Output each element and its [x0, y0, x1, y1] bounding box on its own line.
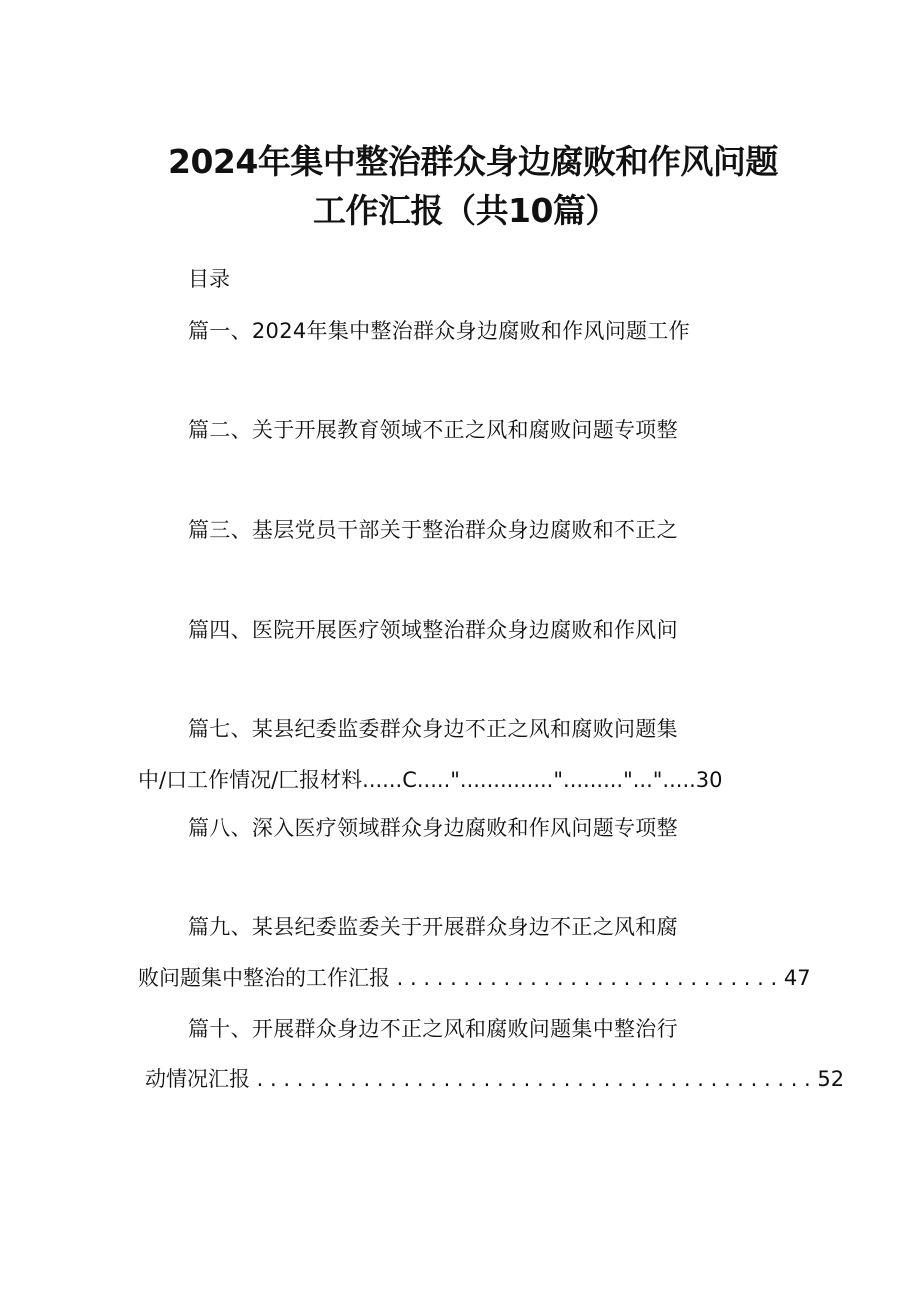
document-title-line-2: 工作汇报（共10篇）: [313, 191, 618, 230]
toc-heading: 目录: [188, 267, 230, 291]
toc-entry-4[interactable]: 篇四、医院开展医疗领域整治群众身边腐败和作风问: [188, 618, 678, 642]
toc-entry-7-continuation[interactable]: 中/口工作情况/匚报材料......C.....".............."........."...".....30: [138, 768, 723, 792]
toc-entry-10-continuation[interactable]: 动情况汇报 . . . . . . . . . . . . . . . . . . . . . . . . . . . . . . . . . . . . . . . . . . 52: [145, 1067, 845, 1091]
toc-entry-8[interactable]: 篇八、深入医疗领域群众身边腐败和作风问题专项整: [188, 816, 678, 840]
toc-entry-1[interactable]: 篇一、2024年集中整治群众身边腐败和作风问题工作: [188, 319, 690, 343]
toc-entry-3[interactable]: 篇三、基层党员干部关于整治群众身边腐败和不正之: [188, 518, 678, 542]
toc-entry-9[interactable]: 篇九、某县纪委监委关于开展群众身边不正之风和腐: [188, 915, 678, 939]
toc-entry-10[interactable]: 篇十、开展群众身边不正之风和腐败问题集中整治行: [188, 1017, 678, 1041]
toc-entry-9-continuation[interactable]: 败问题集中整治的工作汇报 . . . . . . . . . . . . . . . . . . . . . . . . . . . . . 47: [138, 966, 811, 990]
document-title-line-1: 2024年集中整治群众身边腐败和作风问题: [168, 142, 778, 181]
toc-entry-2[interactable]: 篇二、关于开展教育领域不正之风和腐败问题专项整: [188, 418, 678, 442]
toc-entry-7[interactable]: 篇七、某县纪委监委群众身边不正之风和腐败问题集: [188, 717, 678, 741]
